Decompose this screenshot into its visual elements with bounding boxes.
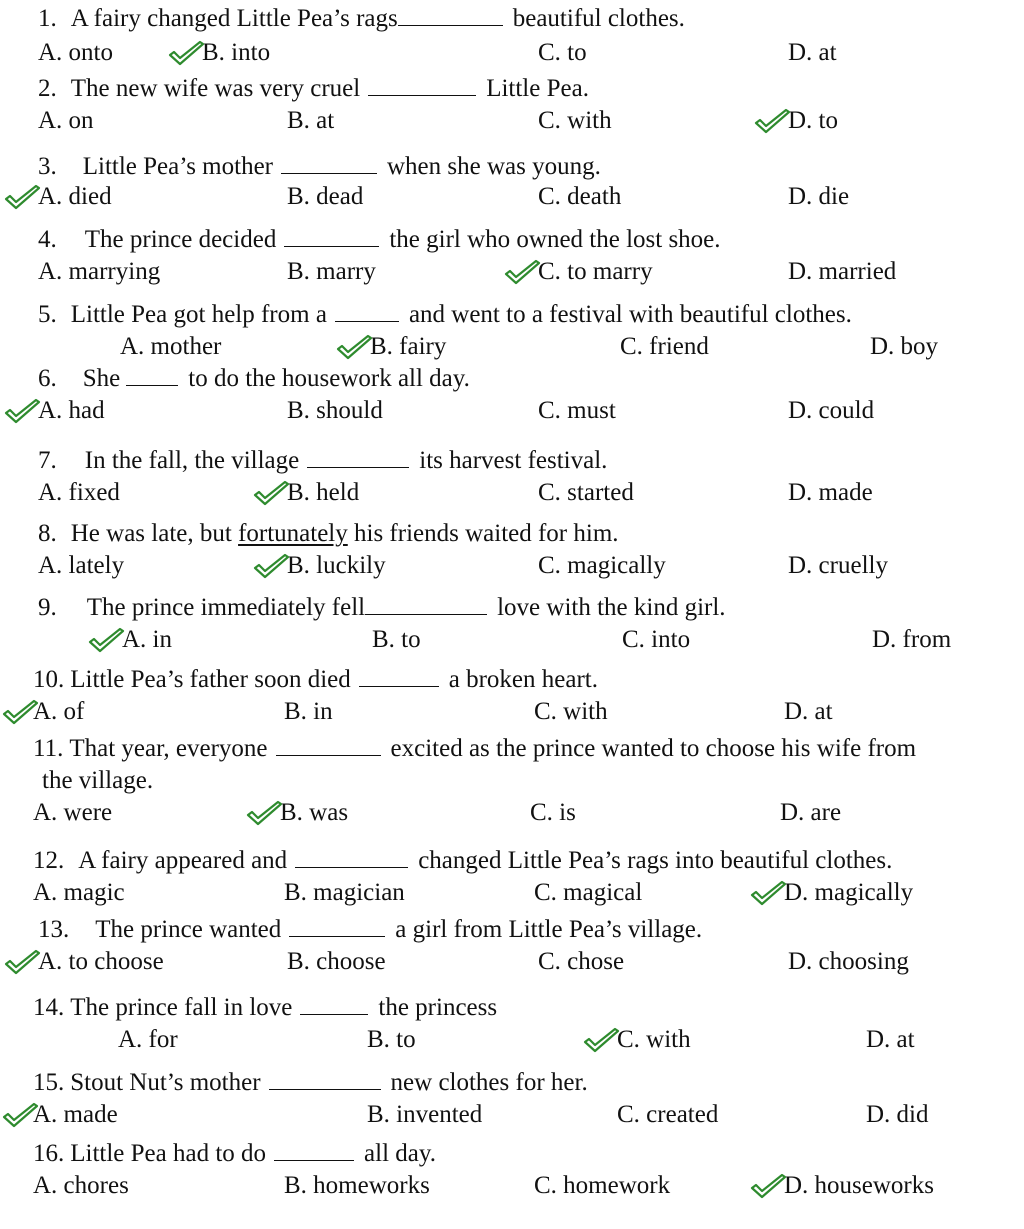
answer-blank (359, 666, 439, 687)
question-text-after: beautiful clothes. (512, 5, 685, 32)
question-stem (38, 152, 601, 182)
answer-option[interactable]: B. invented (367, 1101, 483, 1128)
answer-blank (295, 847, 408, 868)
answer-blank (276, 735, 381, 756)
answer-option[interactable]: A. marrying (38, 258, 161, 285)
answer-option[interactable]: D. at (866, 1026, 915, 1053)
answer-option[interactable]: C. magical (534, 879, 643, 906)
checkmark-icon (166, 39, 206, 67)
answer-option[interactable]: C. must (538, 397, 616, 424)
question-stem (38, 4, 685, 34)
question-number: 10. (33, 666, 65, 693)
answer-option[interactable]: A. died (38, 183, 112, 210)
question-stem (38, 593, 726, 623)
question-text-before: Little Pea’s father soon died (70, 666, 351, 693)
question-stem (33, 665, 598, 695)
question-stem (33, 734, 916, 764)
question-text-after: the girl who owned the lost shoe. (389, 226, 721, 253)
question-number: 6. (38, 365, 57, 392)
answer-option[interactable]: B. into (202, 39, 271, 66)
question-text-after: the princess (378, 994, 498, 1021)
checkmark-icon (334, 333, 374, 361)
answer-option[interactable]: A. lately (38, 552, 125, 579)
question-number: 13. (38, 916, 70, 943)
question-number: 2. (38, 75, 57, 102)
answer-option[interactable]: D. at (788, 39, 837, 66)
checkmark-icon (244, 799, 284, 827)
question-number: 5. (38, 301, 57, 328)
checkmark-icon (251, 479, 291, 507)
question-stem (33, 846, 892, 876)
answer-option[interactable]: D. at (784, 698, 833, 725)
answer-blank (126, 365, 178, 386)
question-number: 7. (38, 447, 57, 474)
question-text-after: Little Pea. (486, 75, 589, 102)
answer-option[interactable]: B. to (367, 1026, 416, 1053)
question-text-before: Little Pea got help from a (70, 301, 327, 328)
question-number: 1. (38, 5, 57, 32)
checkmark-icon (502, 258, 542, 286)
answer-option[interactable]: D. boy (870, 333, 939, 360)
answer-blank (365, 594, 487, 615)
question-stem (38, 225, 721, 255)
question-stem (38, 74, 589, 104)
question-number: 15. (33, 1069, 65, 1096)
question-text-before: She (82, 365, 121, 392)
question-text-before: The prince fall in love (70, 994, 293, 1021)
checkmark-icon (748, 1172, 788, 1200)
checkmark-icon (581, 1026, 621, 1054)
answer-option[interactable]: B. dead (287, 183, 364, 210)
answer-option[interactable]: B. fairy (370, 333, 447, 360)
answer-option[interactable]: C. friend (620, 333, 709, 360)
answer-blank (398, 5, 503, 26)
answer-option[interactable]: D. cruelly (788, 552, 888, 579)
question-number: 8. (38, 520, 57, 547)
answer-option[interactable]: D. magically (784, 879, 914, 906)
answer-option[interactable]: D. choosing (788, 948, 909, 975)
question-stem (38, 364, 470, 394)
answer-option[interactable]: B. choose (287, 948, 386, 975)
question-stem (33, 1068, 588, 1098)
question-text-after: when she was young. (386, 153, 601, 180)
answer-option[interactable]: A. of (33, 698, 85, 725)
answer-option[interactable]: D. made (788, 479, 873, 506)
answer-option[interactable]: C. to (538, 39, 587, 66)
answer-blank (284, 226, 379, 247)
question-text-before: The prince decided (84, 226, 277, 253)
answer-option[interactable]: D. could (788, 397, 875, 424)
answer-option[interactable]: C. magically (538, 552, 666, 579)
question-number: 12. (33, 847, 65, 874)
question-text-before: A fairy appeared and (78, 847, 288, 874)
answer-option[interactable]: D. die (788, 183, 850, 210)
answer-option[interactable]: A. onto (38, 39, 113, 66)
answer-blank (307, 447, 409, 468)
answer-option[interactable]: B. magician (284, 879, 405, 906)
question-stem (38, 915, 702, 945)
question-stem (38, 519, 619, 549)
answer-option[interactable]: A. mother (120, 333, 222, 360)
answer-option[interactable]: D. from (872, 626, 952, 653)
answer-blank (269, 1069, 381, 1090)
question-stem (33, 1139, 436, 1169)
answer-option[interactable]: C. into (622, 626, 691, 653)
answer-option[interactable]: A. fixed (38, 479, 120, 506)
question-text-before: In the fall, the village (84, 447, 300, 474)
question-stem (38, 446, 607, 476)
answer-option[interactable]: C. started (538, 479, 634, 506)
question-text-after: love with the kind girl. (497, 594, 726, 621)
question-number: 14. (33, 994, 65, 1021)
question-text-before: The prince wanted (95, 916, 282, 943)
question-number: 4. (38, 226, 57, 253)
answer-option[interactable]: B. held (287, 479, 360, 506)
question-text-after: changed Little Pea’s rags into beautiful clothes. (418, 847, 893, 874)
answer-blank (289, 916, 385, 937)
checkmark-icon (86, 626, 126, 654)
underlined-word: fortunately (238, 520, 348, 547)
answer-option[interactable]: D. to (788, 107, 838, 134)
question-text-after: new clothes for her. (390, 1069, 588, 1096)
answer-option[interactable]: C. with (538, 107, 612, 134)
checkmark-icon (2, 948, 42, 976)
question-text-before: He was late, but (70, 520, 232, 547)
answer-option[interactable]: C. with (617, 1026, 691, 1053)
answer-option[interactable]: D. are (780, 799, 842, 826)
answer-option[interactable]: A. had (38, 397, 105, 424)
answer-option[interactable]: B. to (372, 626, 421, 653)
answer-option[interactable]: A. chores (33, 1172, 129, 1199)
answer-option[interactable]: B. in (284, 698, 333, 725)
answer-option[interactable]: A. for (118, 1026, 178, 1053)
question-number: 16. (33, 1140, 65, 1167)
answer-blank (281, 153, 377, 174)
question-text-after: his friends waited for him. (354, 520, 619, 547)
question-text-after: and went to a festival with beautiful clothes. (408, 301, 852, 328)
answer-blank (300, 994, 368, 1015)
question-number: 9. (38, 594, 57, 621)
answer-option[interactable]: C. death (538, 183, 622, 210)
answer-option[interactable]: C. chose (538, 948, 625, 975)
answer-option[interactable]: B. at (287, 107, 335, 134)
question-text-before: Little Pea had to do (70, 1140, 267, 1167)
answer-option[interactable]: B. homeworks (284, 1172, 430, 1199)
question-text-before: Little Pea’s mother (82, 153, 273, 180)
answer-option[interactable]: A. magic (33, 879, 125, 906)
answer-blank (274, 1140, 354, 1161)
checkmark-icon (0, 1101, 40, 1129)
question-text-before: A fairy changed Little Pea’s rags (70, 5, 398, 32)
question-text-before: That year, everyone (69, 735, 268, 762)
question-text-before: Stout Nut’s mother (70, 1069, 261, 1096)
question-stem (38, 300, 852, 330)
question-text-after: a girl from Little Pea’s village. (395, 916, 703, 943)
question-text-before: The prince immediately fell (86, 594, 366, 621)
question-number: 3. (38, 153, 57, 180)
answer-blank (335, 301, 399, 322)
answer-option[interactable]: A. on (38, 107, 94, 134)
question-text-after: a broken heart. (448, 666, 598, 693)
answer-option[interactable]: C. to marry (538, 258, 653, 285)
answer-option[interactable]: A. to choose (38, 948, 164, 975)
checkmark-icon (2, 397, 42, 425)
question-text-after: its harvest festival. (419, 447, 608, 474)
answer-option[interactable]: A. made (33, 1101, 118, 1128)
answer-option[interactable]: C. is (530, 799, 576, 826)
answer-option[interactable]: B. luckily (287, 552, 386, 579)
answer-option[interactable]: D. did (866, 1101, 929, 1128)
answer-option[interactable]: D. married (788, 258, 897, 285)
checkmark-icon (251, 552, 291, 580)
answer-blank (368, 75, 476, 96)
question-text-before: The new wife was very cruel (70, 75, 361, 102)
answer-option[interactable]: D. houseworks (784, 1172, 934, 1199)
checkmark-icon (0, 698, 40, 726)
answer-option[interactable]: B. marry (287, 258, 376, 285)
checkmark-icon (748, 879, 788, 907)
question-text-after: excited as the prince wanted to choose his wife from (390, 735, 917, 762)
answer-option[interactable]: C. homework (534, 1172, 671, 1199)
question-text-after: to do the housework all day. (188, 365, 470, 392)
question-number: 11. (33, 735, 64, 762)
checkmark-icon (2, 183, 42, 211)
answer-option[interactable]: A. were (33, 799, 113, 826)
answer-option[interactable]: B. was (280, 799, 349, 826)
question-text-continued: the village. (42, 767, 154, 794)
answer-option[interactable]: C. with (534, 698, 608, 725)
answer-option[interactable]: A. in (122, 626, 172, 653)
answer-option[interactable]: C. created (617, 1101, 719, 1128)
checkmark-icon (752, 107, 792, 135)
question-stem (33, 993, 497, 1023)
answer-option[interactable]: B. should (287, 397, 383, 424)
question-text-after: all day. (364, 1140, 437, 1167)
